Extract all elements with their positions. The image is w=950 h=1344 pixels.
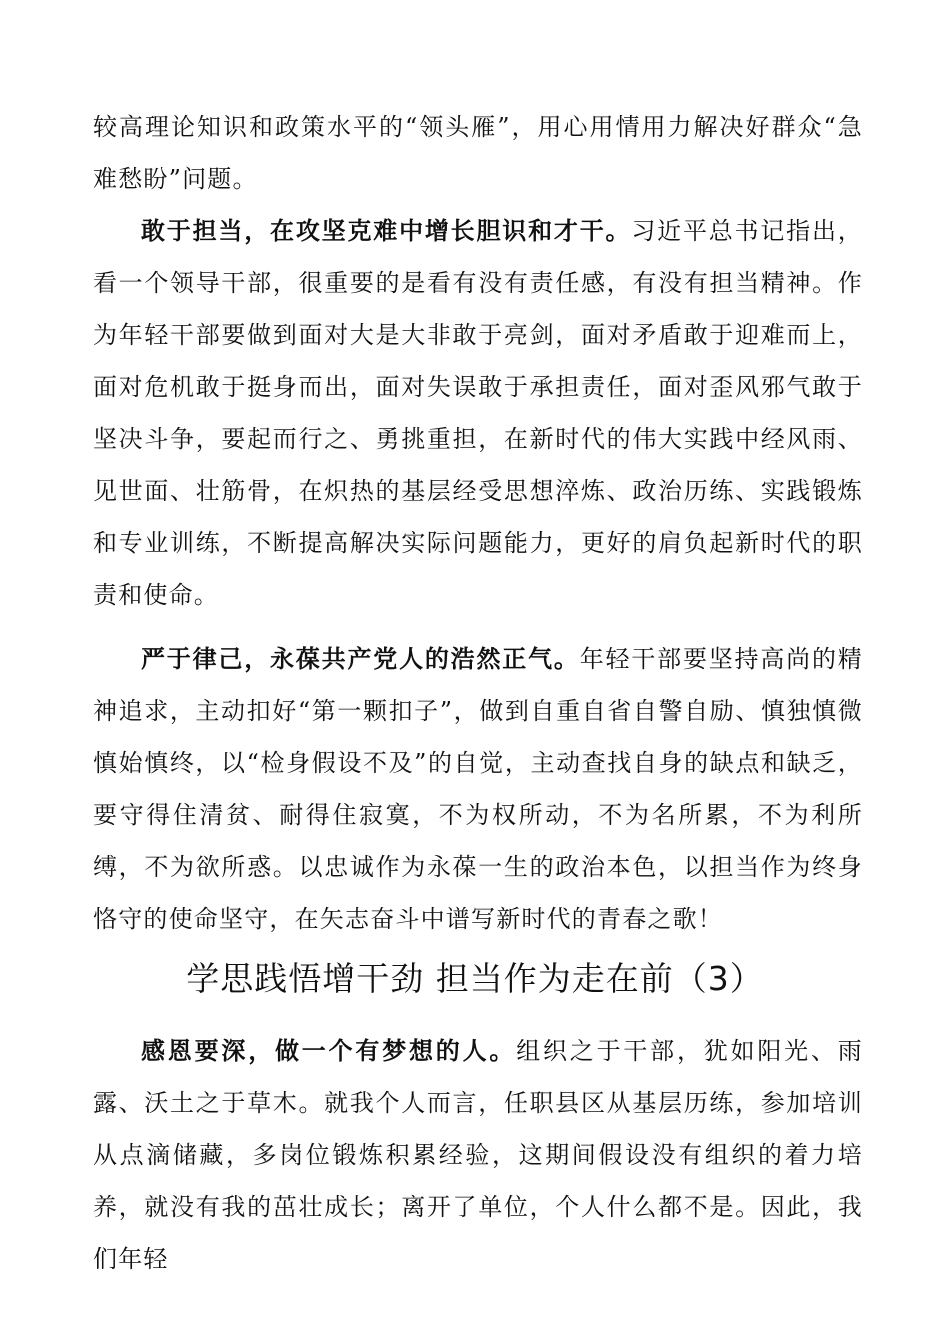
paragraph-lead: 敢于担当，在攻坚克难中增长胆识和才干。 xyxy=(141,217,632,245)
paragraph-gratitude xyxy=(93,1025,863,1285)
section-heading: 学思践悟增干劲 担当作为走在前（3） xyxy=(186,959,764,998)
paragraph-text: 较高理论知识和政策水平的“领头雁”，用心用情用力解决好群众“急难愁盼”问题。 xyxy=(93,113,863,193)
paragraph-lead: 严于律己，永葆共产党人的浩然正气。 xyxy=(141,645,580,673)
paragraph-self-discipline xyxy=(93,633,863,945)
paragraph-lead: 感恩要深，做一个有梦想的人。 xyxy=(141,1037,517,1065)
paragraph-text: 年轻干部要坚持高尚的精神追求，主动扣好“第一颗扣子”，做到自重自省自警自励、慎独慎微慎始慎终，以“检身假设不及”的自觉，主动查找自身的缺点和缺乏，要守得住清贫、耐得住寂寞，不为权所动，不为名所累，不为利所缚，不为欲所惑。以忠诚作为永葆一生的政治本色，以担当作为终身恪守的使命坚守，在矢志奋斗中谱写新时代的青春之歌！ xyxy=(93,645,863,933)
paragraph-text: 组织之于干部，犹如阳光、雨露、沃土之于草木。就我个人而言，任职县区从基层历练，参加培训从点滴储藏，多岗位锻炼积累经验，这期间假设没有组织的着力培养，就没有我的茁壮成长；离开了单位，个人什么都不是。因此，我们年轻 xyxy=(93,1037,863,1273)
paragraph-responsibility xyxy=(93,205,863,621)
paragraph-continuation xyxy=(93,101,863,205)
paragraph-text: 习近平总书记指出，看一个领导干部，很重要的是看有没有责任感，有没有担当精神。作为年轻干部要做到面对大是大非敢于亮剑，面对矛盾敢于迎难而上，面对危机敢于挺身而出，面对失误敢于承担责任，面对歪风邪气敢于坚决斗争，要起而行之、勇挑重担，在新时代的伟大实践中经风雨、见世面、壮筋骨，在炽热的基层经受思想淬炼、政治历练、实践锻炼和专业训练，不断提高解决实际问题能力，更好的肩负起新时代的职责和使命。 xyxy=(93,217,863,609)
